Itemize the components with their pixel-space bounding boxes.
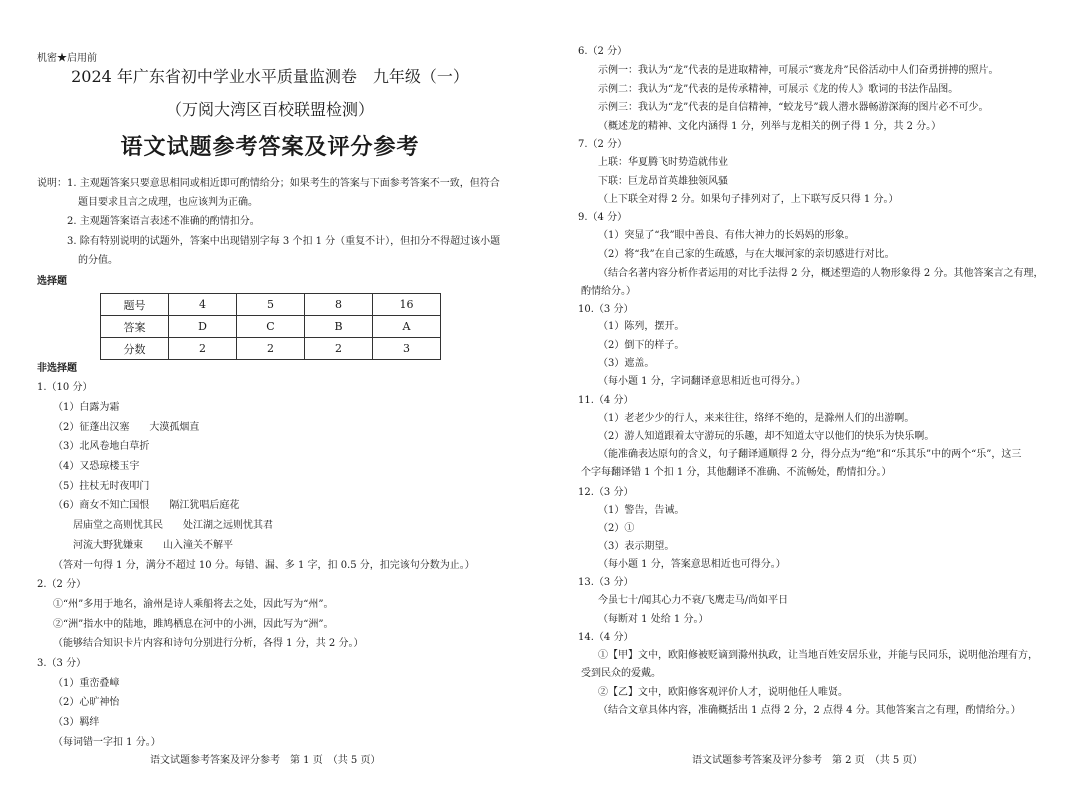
answer-line: ②“洲”指水中的陆地，雎鸠栖息在河中的小洲，因此写为“洲”。 [53, 619, 334, 630]
table-cell: C [237, 316, 305, 338]
answer-line: （每词错一字扣 1 分。） [53, 737, 161, 748]
answer-line: （1）突显了“我”眼中善良、有伟大神力的长妈妈的形象。 [598, 230, 855, 241]
note-line-3: 2. 主观题答案语言表述不准确的酌情扣分。 [67, 216, 260, 227]
answer-line: 2.（2 分） [37, 579, 87, 590]
table-cell: 分数 [101, 338, 169, 360]
confidential-label: 机密★启用前 [37, 53, 97, 64]
answer-line: （4）又恐琼楼玉宇 [53, 461, 140, 472]
page-footer: 语文试题参考答案及评分参考 第 1 页 （共 5 页） [150, 755, 381, 766]
table-cell: 2 [305, 338, 373, 360]
answer-line: （2）倒下的样子。 [598, 340, 685, 351]
answer-line: 11.（4 分） [578, 395, 634, 406]
answer-line: 受到民众的爱戴。 [581, 668, 661, 679]
answer-line: （概述龙的精神、文化内涵得 1 分，列举与龙相关的例子得 1 分，共 2 分。） [598, 121, 942, 132]
answer-line: 12.（3 分） [578, 487, 634, 498]
answer-line: （上下联全对得 2 分。如果句子排列对了，上下联写反只得 1 分。） [598, 194, 899, 205]
answer-line: （3）北风卷地白草折 [53, 441, 150, 452]
answer-line: 示例二：我认为“龙”代表的是传承精神，可展示《龙的传人》歌词的书法作品图。 [598, 84, 959, 95]
table-cell: 2 [237, 338, 305, 360]
table-cell: 5 [237, 294, 305, 316]
answer-line: 1.（10 分） [37, 382, 93, 393]
table-row [101, 294, 441, 316]
exam-title: 2024 年广东省初中学业水平质量监测卷 九年级（一） [71, 67, 469, 86]
table-cell: D [169, 316, 237, 338]
answer-line: （1）陈列，摆开。 [598, 321, 685, 332]
document-title: 语文试题参考答案及评分参考 [120, 134, 420, 160]
table-cell: 题号 [101, 294, 169, 316]
answer-line: （结合文章具体内容，准确概括出 1 点得 2 分，2 点得 4 分。其他答案言之有理，酌情给分。） [598, 705, 1021, 716]
answer-line: （结合名著内容分析作者运用的对比手法得 2 分，概述塑造的人物形象得 2 分。其他答案言之有理， [598, 268, 1044, 279]
answer-line: （2）将“我”在自己家的生疏感，与在大堰河家的亲切感进行对比。 [598, 249, 895, 260]
answer-line: （5）拄杖无时夜叩门 [53, 481, 150, 492]
answer-line: （每断对 1 处给 1 分。） [598, 614, 709, 625]
answer-line: （2）① [598, 523, 635, 534]
answer-line: 个字每翻译错 1 个扣 1 分，其他翻译不准确、不流畅处，酌情扣分。） [581, 467, 892, 478]
answer-line: （每小题 1 分，字词翻译意思相近也可得分。） [598, 376, 806, 387]
note-line-1: 说明：1. 主观题答案只要意思相同或相近即可酌情给分；如果考生的答案与下面参考答案不一致，但符合 [37, 178, 500, 189]
answer-line: 9.（4 分） [578, 212, 628, 223]
answer-line: 6.（2 分） [578, 46, 628, 57]
page-footer: 语文试题参考答案及评分参考 第 2 页 （共 5 页） [692, 755, 923, 766]
table-row [101, 338, 441, 360]
answer-line: （3）遮盖。 [598, 358, 655, 369]
answer-line: 居庙堂之高则忧其民 处江湖之远则忧其君 [73, 520, 273, 531]
answer-line: 河流大野犹嫌束 山入潼关不解平 [73, 540, 233, 551]
answer-line: （2）游人知道跟着太守游玩的乐趣，却不知道太守以他们的快乐为快乐啊。 [598, 431, 935, 442]
exam-subtitle: （万阅大湾区百校联盟检测） [165, 100, 374, 119]
table-cell: 答案 [101, 316, 169, 338]
table-cell: 8 [305, 294, 373, 316]
table-row [101, 316, 441, 338]
note-line-4: 3. 除有特别说明的试题外，答案中出现错别字每 3 个扣 1 分（重复不计），但扣分不得超过该小题 [67, 236, 501, 247]
answer-line: （3）表示期望。 [598, 541, 675, 552]
answer-table [100, 293, 441, 360]
answer-line: 13.（3 分） [578, 577, 634, 588]
answer-line: ①【甲】文中，欧阳修被贬谪到滁州执政，让当地百姓安居乐业，并能与民同乐，说明他治理有方， [598, 650, 1038, 661]
answer-line: 下联：巨龙昂首英雄独领风骚 [598, 176, 728, 187]
answer-line: 3.（3 分） [37, 658, 87, 669]
answer-line: 10.（3 分） [578, 304, 634, 315]
page-2 [540, 0, 1080, 810]
answer-line: 示例三：我认为“龙”代表的是自信精神，“蛟龙号”载人潜水器畅游深海的图片必不可少。 [598, 102, 989, 113]
note-line-2: 题目要求且言之成理，也应该判为正确。 [78, 197, 258, 208]
answer-line: （2）心旷神怡 [53, 697, 120, 708]
table-cell: 16 [373, 294, 441, 316]
answer-line: 示例一：我认为“龙”代表的是进取精神，可展示“赛龙舟”民俗活动中人们奋勇拼搏的照片。 [598, 65, 999, 76]
answer-line: 酌情给分。） [581, 286, 636, 297]
answer-line: 今虽七十/闻其心力不衰/飞鹰走马/尚如平日 [598, 595, 789, 606]
answer-line: （3）羁绊 [53, 717, 100, 728]
answer-line: （1）白露为霜 [53, 402, 120, 413]
table-cell: A [373, 316, 441, 338]
answer-line: （能够结合知识卡片内容和诗句分别进行分析，各得 1 分，共 2 分。） [53, 638, 364, 649]
answer-line: （答对一句得 1 分，满分不超过 10 分。每错、漏、多 1 字，扣 0.5 分，扣完该句分数为止。） [53, 560, 475, 571]
table-cell: 4 [169, 294, 237, 316]
answer-line: （1）重峦叠嶂 [53, 678, 120, 689]
answer-line: （能准确表达原句的含义，句子翻译通顺得 2 分，得分点为“绝”和“乐其乐”中的两个“乐”，这三 [598, 449, 1022, 460]
answer-line: 7.（2 分） [578, 139, 628, 150]
answer-line: （1）老老少少的行人，来来往往，络绎不绝的，是滁州人们的出游啊。 [598, 413, 915, 424]
answer-line: （2）征蓬出汉塞 大漠孤烟直 [53, 422, 200, 433]
table-cell: B [305, 316, 373, 338]
answer-line: 14.（4 分） [578, 632, 634, 643]
table-cell: 3 [373, 338, 441, 360]
answer-line: （每小题 1 分，答案意思相近也可得分。） [598, 559, 786, 570]
answer-line: ②【乙】文中，欧阳修客观评价人才，说明他任人唯贤。 [598, 687, 848, 698]
choice-heading: 选择题 [37, 276, 67, 287]
note-line-5: 的分值。 [78, 255, 118, 266]
table-cell: 2 [169, 338, 237, 360]
answer-line: 上联：华夏腾飞时势造就伟业 [598, 157, 728, 168]
answer-line: ①“州”多用于地名，渝州是诗人乘船将去之处，因此写为“州”。 [53, 599, 334, 610]
answer-line: （1）警告，告诫。 [598, 505, 685, 516]
answer-line: （6）商女不知亡国恨 隔江犹唱后庭花 [53, 500, 240, 511]
nonchoice-heading: 非选择题 [37, 363, 77, 374]
